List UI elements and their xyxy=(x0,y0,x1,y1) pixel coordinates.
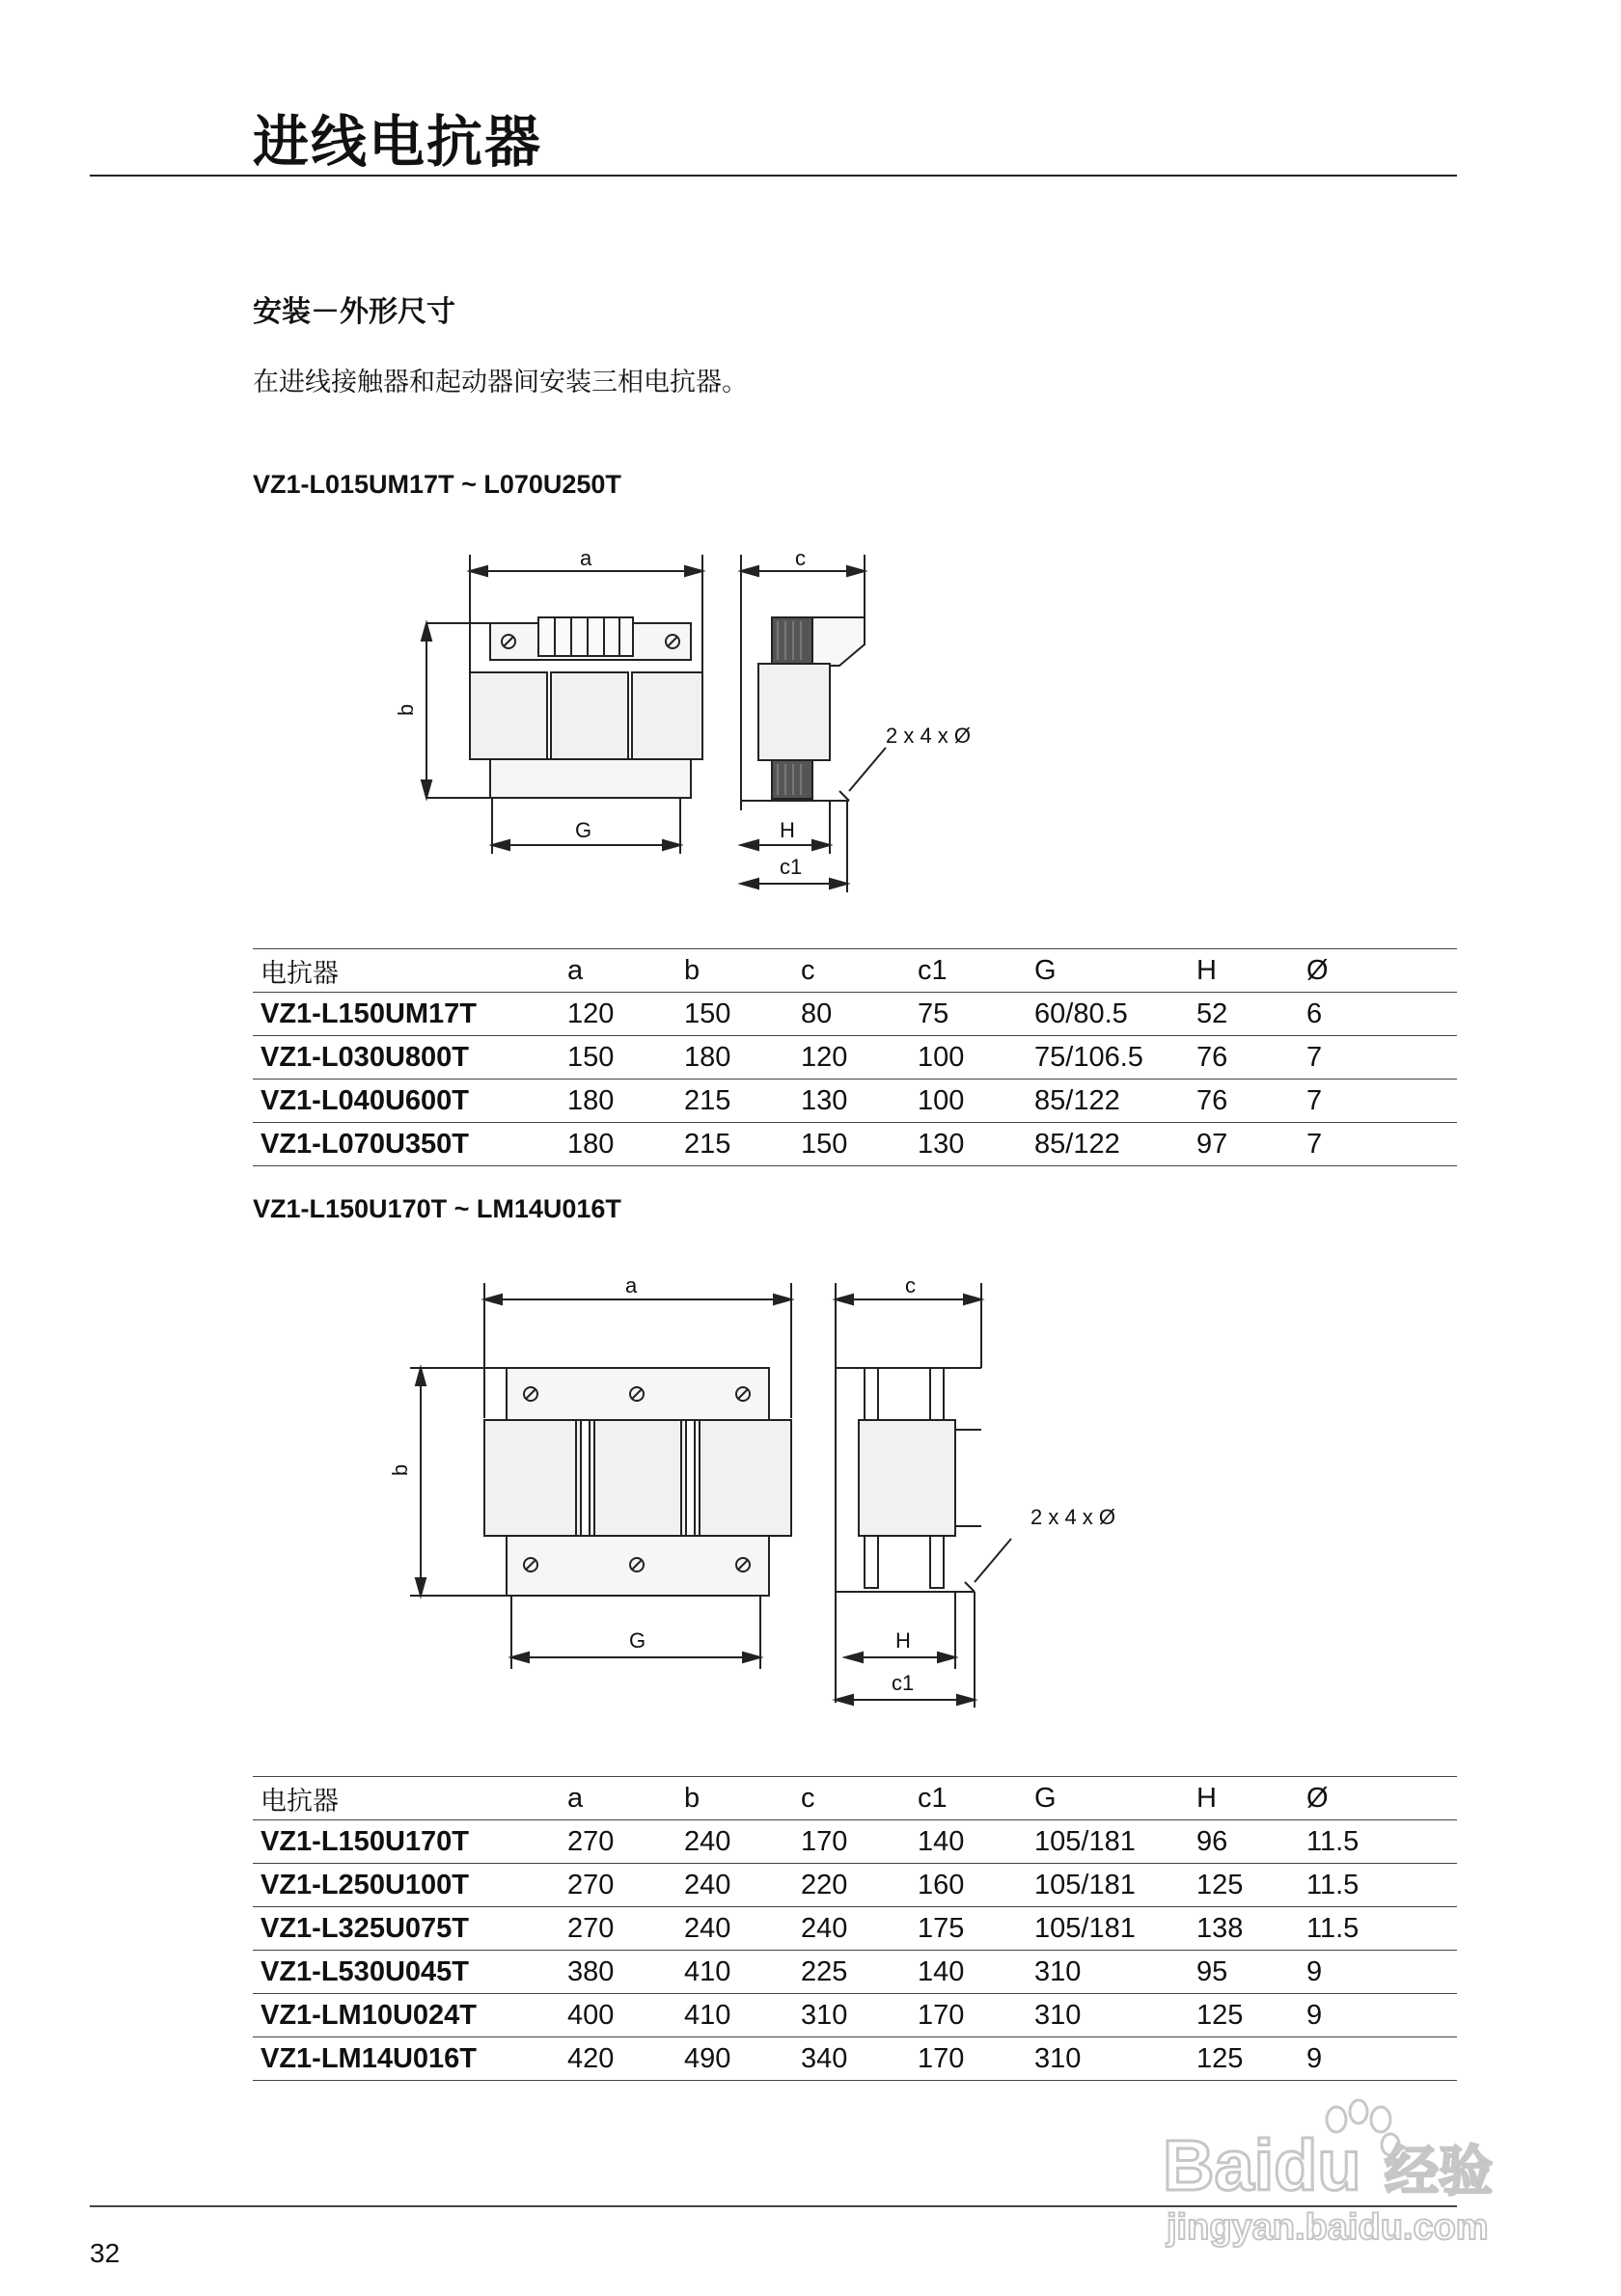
dimension-cell: 150 xyxy=(676,993,793,1036)
dim-g-label: G xyxy=(575,818,592,842)
dim-hole-label: 2 x 4 x Ø xyxy=(1030,1505,1116,1529)
title-rule xyxy=(90,175,1457,177)
section2-heading: VZ1-L150U170T ~ LM14U016T xyxy=(253,1194,621,1223)
dimension-cell: 420 xyxy=(560,2037,676,2081)
table-row xyxy=(253,1994,1457,2037)
dimension-cell: 75/106.5 xyxy=(1027,1036,1189,1080)
dimension-cell: 130 xyxy=(910,1123,1027,1166)
page-title: 进线电抗器 xyxy=(253,109,543,175)
dim-g-label: G xyxy=(629,1628,646,1653)
dimension-cell: 410 xyxy=(676,1994,793,2037)
dimension-cell: 310 xyxy=(793,1994,910,2037)
dimension-cell: 160 xyxy=(910,1864,1027,1907)
col-header: b xyxy=(676,949,793,993)
dimension-cell: 490 xyxy=(676,2037,793,2081)
dimension-cell: 11.5 xyxy=(1299,1820,1457,1864)
dimension-cell: 270 xyxy=(560,1820,676,1864)
dimension-cell: 310 xyxy=(1027,1994,1189,2037)
dimension-cell: 7 xyxy=(1299,1036,1457,1080)
dimension-cell: 410 xyxy=(676,1951,793,1994)
dimension-cell: 340 xyxy=(793,2037,910,2081)
dimension-cell: 310 xyxy=(1027,1951,1189,1994)
dim-c1-label: c1 xyxy=(780,855,803,879)
dimension-cell: 380 xyxy=(560,1951,676,1994)
dimension-cell: 100 xyxy=(910,1036,1027,1080)
dimension-cell: 96 xyxy=(1189,1820,1299,1864)
dim-hole-label: 2 x 4 x Ø xyxy=(886,724,972,748)
model-cell: VZ1-L030U800T xyxy=(253,1036,560,1080)
dimension-cell: 76 xyxy=(1189,1080,1299,1123)
section1-heading: VZ1-L015UM17T ~ L070U250T xyxy=(253,470,621,499)
dimension-cell: 9 xyxy=(1299,1994,1457,2037)
dim-b-label: b xyxy=(388,1463,412,1476)
dimension-cell: 97 xyxy=(1189,1123,1299,1166)
table-row xyxy=(253,2037,1457,2081)
col-header: G xyxy=(1027,1777,1189,1820)
model-cell: VZ1-L530U045T xyxy=(253,1951,560,1994)
col-header: Ø xyxy=(1299,1777,1457,1820)
dimension-cell: 75 xyxy=(910,993,1027,1036)
col-header: c1 xyxy=(910,949,1027,993)
dimension-cell: 215 xyxy=(676,1080,793,1123)
dimension-cell: 100 xyxy=(910,1080,1027,1123)
model-cell: VZ1-L070U350T xyxy=(253,1123,560,1166)
dimension-cell: 105/181 xyxy=(1027,1864,1189,1907)
footer-rule xyxy=(90,2205,1457,2207)
dim-b-label: b xyxy=(394,703,418,716)
dim-c-label: c xyxy=(905,1273,916,1298)
col-header: a xyxy=(560,1777,676,1820)
dimension-cell: 95 xyxy=(1189,1951,1299,1994)
dimension-cell: 180 xyxy=(560,1080,676,1123)
table-row xyxy=(253,1864,1457,1907)
dimension-cell: 180 xyxy=(676,1036,793,1080)
model-cell: VZ1-L150UM17T xyxy=(253,993,560,1036)
table-header-row xyxy=(253,949,1457,993)
description-text: 在进线接触器和起动器间安装三相电抗器。 xyxy=(253,368,748,397)
table-row xyxy=(253,1123,1457,1166)
watermark-product: 经验 xyxy=(1385,2141,1493,2203)
dimension-cell: 6 xyxy=(1299,993,1457,1036)
dimension-cell: 11.5 xyxy=(1299,1907,1457,1951)
table-row xyxy=(253,1951,1457,1994)
col-header: c xyxy=(793,949,910,993)
dim-h-label: H xyxy=(895,1628,911,1653)
dimension-cell: 105/181 xyxy=(1027,1907,1189,1951)
col-header: 电抗器 xyxy=(253,949,560,993)
dimension-cell: 76 xyxy=(1189,1036,1299,1080)
dimension-cell: 85/122 xyxy=(1027,1080,1189,1123)
dim-c1-label: c1 xyxy=(892,1671,915,1695)
table-header-row xyxy=(253,1777,1457,1820)
dimension-cell: 170 xyxy=(910,1994,1027,2037)
dimension-cell: 240 xyxy=(676,1820,793,1864)
col-header: H xyxy=(1189,1777,1299,1820)
dimension-cell: 7 xyxy=(1299,1123,1457,1166)
model-cell: VZ1-L250U100T xyxy=(253,1864,560,1907)
dimension-cell: 240 xyxy=(793,1907,910,1951)
col-header: Ø xyxy=(1299,949,1457,993)
watermark-url: jingyan.baidu.com xyxy=(1167,2207,1489,2248)
spec-table-1 xyxy=(253,948,1457,1166)
table-row xyxy=(253,993,1457,1036)
dimension-cell: 270 xyxy=(560,1907,676,1951)
dimension-cell: 240 xyxy=(676,1907,793,1951)
col-header: a xyxy=(560,949,676,993)
col-header: G xyxy=(1027,949,1189,993)
dimension-cell: 170 xyxy=(793,1820,910,1864)
col-header: c1 xyxy=(910,1777,1027,1820)
dimension-cell: 140 xyxy=(910,1820,1027,1864)
dimension-cell: 310 xyxy=(1027,2037,1189,2081)
dimension-cell: 7 xyxy=(1299,1080,1457,1123)
dimension-cell: 225 xyxy=(793,1951,910,1994)
dimension-cell: 80 xyxy=(793,993,910,1036)
table-row xyxy=(253,1080,1457,1123)
baidu-watermark xyxy=(1153,2098,1539,2262)
dimension-cell: 9 xyxy=(1299,2037,1457,2081)
dimension-cell: 130 xyxy=(793,1080,910,1123)
dimension-cell: 220 xyxy=(793,1864,910,1907)
dimension-cell: 400 xyxy=(560,1994,676,2037)
dimension-cell: 240 xyxy=(676,1864,793,1907)
dimension-cell: 175 xyxy=(910,1907,1027,1951)
dimension-cell: 270 xyxy=(560,1864,676,1907)
dimension-cell: 60/80.5 xyxy=(1027,993,1189,1036)
col-header: 电抗器 xyxy=(253,1777,560,1820)
model-cell: VZ1-L150U170T xyxy=(253,1820,560,1864)
dimension-cell: 215 xyxy=(676,1123,793,1166)
watermark-brand: Baidu xyxy=(1163,2125,1361,2205)
table-row xyxy=(253,1907,1457,1951)
dim-h-label: H xyxy=(780,818,795,842)
spec-table-2 xyxy=(253,1776,1457,2081)
table-row xyxy=(253,1820,1457,1864)
dimension-cell: 125 xyxy=(1189,1864,1299,1907)
dimension-cell: 120 xyxy=(560,993,676,1036)
dimension-cell: 138 xyxy=(1189,1907,1299,1951)
dimension-cell: 180 xyxy=(560,1123,676,1166)
dimension-cell: 170 xyxy=(910,2037,1027,2081)
model-cell: VZ1-LM10U024T xyxy=(253,1994,560,2037)
section-subtitle: 安装－外形尺寸 xyxy=(253,295,455,329)
model-cell: VZ1-LM14U016T xyxy=(253,2037,560,2081)
model-cell: VZ1-L040U600T xyxy=(253,1080,560,1123)
col-header: b xyxy=(676,1777,793,1820)
dim-c-label: c xyxy=(795,546,806,570)
dimension-cell: 52 xyxy=(1189,993,1299,1036)
dimension-cell: 140 xyxy=(910,1951,1027,1994)
dimension-cell: 120 xyxy=(793,1036,910,1080)
dimension-cell: 125 xyxy=(1189,2037,1299,2081)
table-row xyxy=(253,1036,1457,1080)
dimension-cell: 150 xyxy=(793,1123,910,1166)
page-number: 32 xyxy=(90,2238,121,2268)
dimension-cell: 125 xyxy=(1189,1994,1299,2037)
dimension-cell: 150 xyxy=(560,1036,676,1080)
dimension-cell: 85/122 xyxy=(1027,1123,1189,1166)
model-cell: VZ1-L325U075T xyxy=(253,1907,560,1951)
dimension-cell: 9 xyxy=(1299,1951,1457,1994)
col-header: H xyxy=(1189,949,1299,993)
dimension-cell: 105/181 xyxy=(1027,1820,1189,1864)
col-header: c xyxy=(793,1777,910,1820)
dim-a-label: a xyxy=(625,1273,638,1298)
dim-a-label: a xyxy=(580,546,592,570)
dimension-cell: 11.5 xyxy=(1299,1864,1457,1907)
